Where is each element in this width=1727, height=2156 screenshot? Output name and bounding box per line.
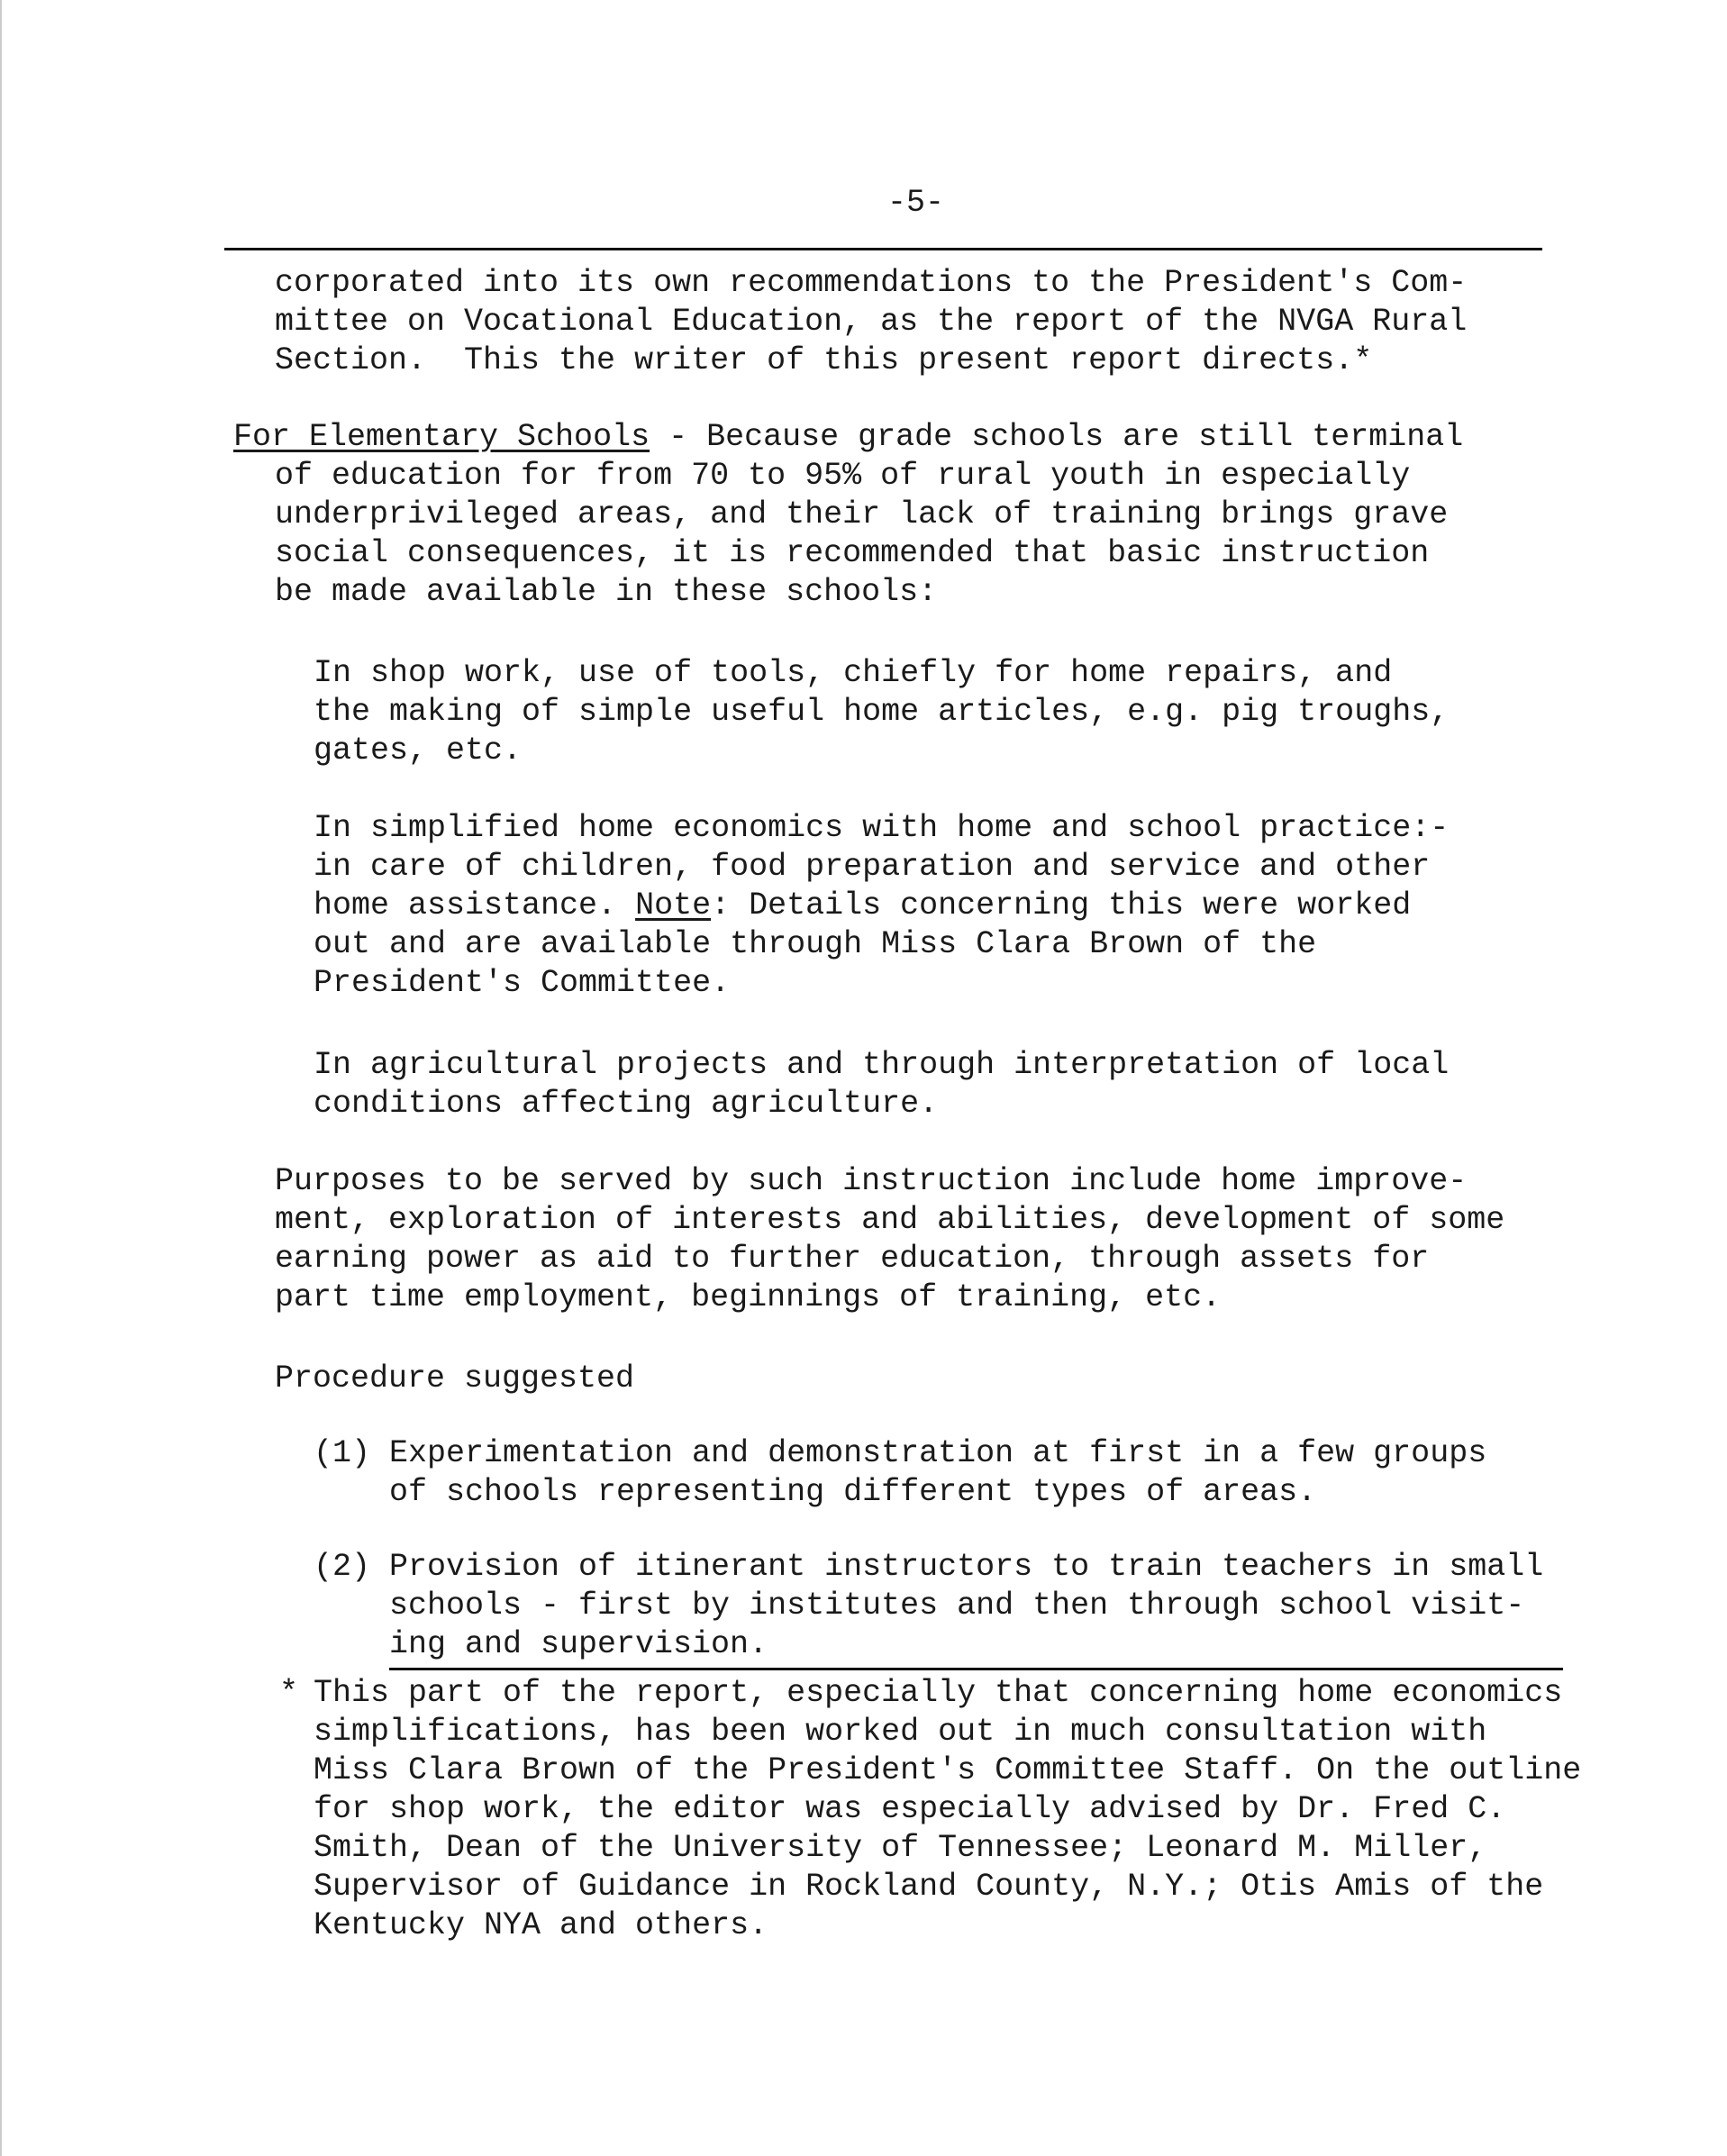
text-line: This part of the report, especially that concerning home economics [314,1675,1563,1711]
procedure-1-number: (1) [314,1435,371,1471]
text-line: In agricultural projects and through interpretation of local [314,1047,1450,1083]
home-ec-line3-rest: : Details concerning this were worked [711,887,1412,923]
text-line: President's Committee. [314,965,731,1001]
note-label: Note [635,887,712,923]
procedure-1-text [389,1434,1486,1512]
text-line: Smith, Dean of the University of Tennessee; Leonard M. Miller, [314,1830,1487,1866]
elementary-first-line: - Because grade schools are still terminal [650,419,1464,455]
text-line: of education for from 70 to 95% of rural youth in especially [275,458,1411,494]
home-ec-line3-start: home assistance. [314,887,636,923]
text-line: Miss Clara Brown of the President's Committee Staff. On the outline [314,1752,1582,1788]
text-line: of schools representing different types of areas. [389,1474,1317,1510]
text-line: conditions affecting agriculture. [314,1086,939,1122]
text-line: social consequences, it is recommended that basic instruction [275,535,1430,571]
text-line: In shop work, use of tools, chiefly for home repairs, and [314,655,1393,691]
text-line: ment, exploration of interests and abilities, development of some [275,1202,1505,1238]
text-line: Purposes to be served by such instruction include home improve- [275,1163,1468,1199]
elementary-paragraph [275,457,1448,612]
text-line: mittee on Vocational Education, as the report of the NVGA Rural [275,304,1468,340]
text-line: corporated into its own recommendations to the President's Com- [275,265,1468,301]
procedure-2-text [389,1548,1543,1664]
footnote-text [314,1674,1581,1945]
shop-paragraph [314,654,1449,770]
text-line: simplifications, has been worked out in much consultation with [314,1714,1487,1750]
home-ec-lines-before [314,809,1449,887]
text-line: Experimentation and demonstration at first in a few groups [389,1435,1487,1471]
footnote-rule [389,1668,1563,1670]
text-line: ing and supervision. [389,1626,768,1662]
text-line: schools - first by institutes and then through school visit- [389,1587,1525,1624]
text-line: be made available in these schools: [275,574,938,610]
procedure-heading: Procedure suggested [275,1360,635,1396]
page-edge [0,0,2,2156]
footnote-mark: * [279,1675,299,1711]
page-number: -5- [887,185,945,221]
home-ec-lines-after [314,925,1316,1003]
text-line: in care of children, food preparation and service and other [314,849,1431,885]
text-line: Section. This the writer of this present report directs.* [275,342,1373,378]
text-line: gates, etc. [314,732,523,769]
text-line: In simplified home economics with home and school practice:- [314,810,1450,846]
text-line: for shop work, the editor was especially advised by Dr. Fred C. [314,1791,1506,1827]
text-line: Provision of itinerant instructors to train teachers in small [389,1549,1544,1585]
home-ec-line3 [314,887,1411,925]
elementary-heading-line [233,418,1463,457]
text-line: out and are available through Miss Clara Brown of the [314,926,1317,962]
elementary-heading: For Elementary Schools [233,419,650,455]
procedure-2-number: (2) [314,1549,371,1585]
text-line: underprivileged areas, and their lack of training brings grave [275,496,1449,532]
text-line: Kentucky NYA and others. [314,1907,768,1943]
header-rule [224,248,1542,250]
text-line: earning power as aid to further education, through assets for [275,1241,1430,1277]
text-line: the making of simple useful home articles, e.g. pig troughs, [314,694,1450,730]
text-line: Supervisor of Guidance in Rockland County, N.Y.; Otis Amis of the [314,1869,1544,1905]
intro-paragraph [275,264,1467,380]
agriculture-paragraph [314,1046,1449,1123]
purposes-paragraph [275,1162,1504,1317]
text-line: part time employment, beginnings of training, etc. [275,1279,1222,1315]
